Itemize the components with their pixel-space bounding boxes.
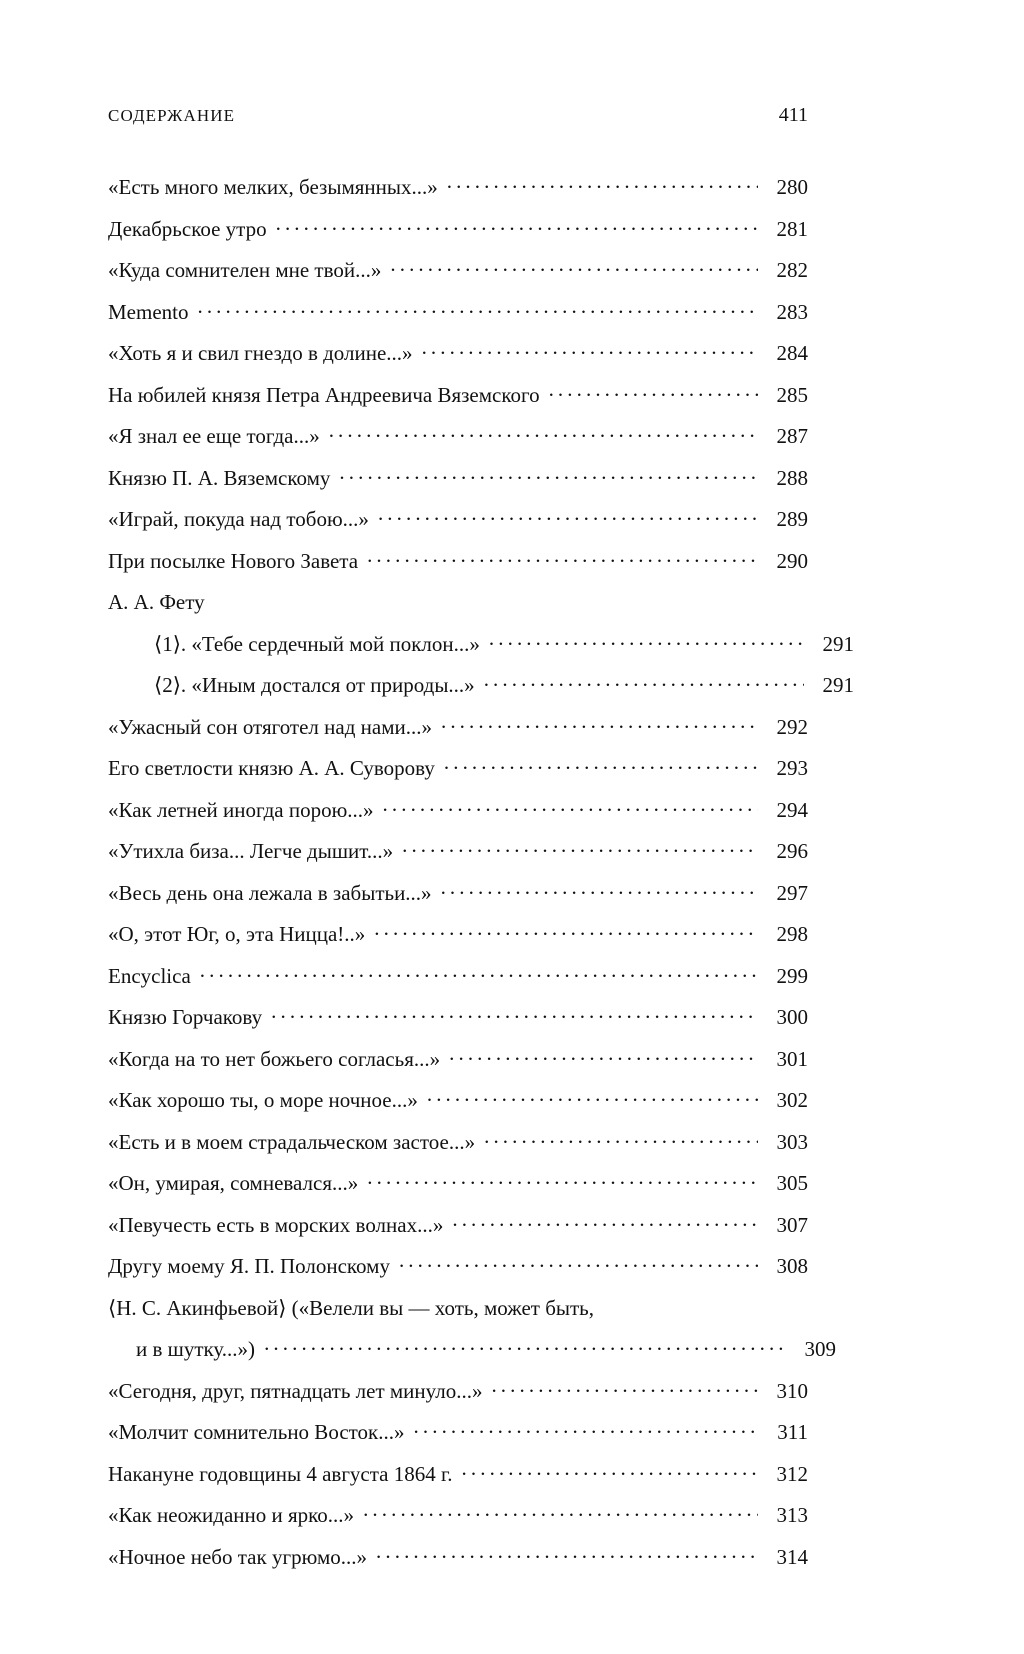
toc-leader-dots (376, 1543, 758, 1564)
toc-entry[interactable] (108, 215, 808, 240)
toc-leader-dots (271, 1003, 758, 1024)
toc-entry-label: и в шутку...») (136, 1337, 256, 1361)
toc-entry[interactable] (108, 464, 808, 489)
toc-entry[interactable] (108, 962, 808, 987)
toc-entry-label: Князю П. А. Вяземскому (108, 465, 331, 490)
toc-entry[interactable] (108, 713, 808, 738)
toc-leader-dots (422, 339, 758, 360)
toc-entry-page: 308 (776, 1254, 808, 1278)
toc-entry-page: 291 (822, 631, 854, 656)
toc-entry-label: «Певучесть есть в морских волнах...» (108, 1212, 444, 1237)
toc-entry[interactable] (108, 1169, 808, 1194)
toc-entry-label: «Играй, покуда над тобою...» (108, 507, 369, 531)
toc-entry-label: Encyclica (108, 963, 191, 988)
toc-entry[interactable] (108, 1501, 808, 1526)
toc-entry-page: 292 (776, 714, 808, 739)
toc-leader-dots (383, 796, 758, 817)
toc-entry[interactable] (108, 1045, 808, 1070)
toc-entry-label: Накануне годовщины 4 августа 1864 г. (108, 1461, 453, 1486)
toc-entry[interactable] (108, 505, 808, 530)
toc-leader-dots (402, 837, 758, 858)
toc-entry-page: 309 (804, 1337, 836, 1361)
toc-leader-dots (441, 713, 758, 734)
toc-entry-page: 302 (776, 1088, 808, 1112)
toc-entry-page: 303 (776, 1129, 808, 1154)
toc-entry-label: «Есть много мелких, безымянных...» (108, 175, 438, 199)
toc-entry[interactable] (108, 1377, 808, 1402)
toc-entry-label: «Как неожиданно и ярко...» (108, 1503, 355, 1527)
toc-leader-dots (276, 215, 758, 236)
toc-leader-dots (549, 381, 758, 402)
toc-entry[interactable] (108, 588, 808, 613)
toc-entry-page: 290 (776, 548, 808, 573)
toc-entry-page: 283 (776, 299, 808, 324)
toc-leader-dots (489, 630, 804, 651)
toc-entry[interactable] (108, 1252, 808, 1277)
toc-leader-dots (447, 173, 758, 194)
toc-leader-dots (484, 1128, 758, 1149)
toc-entry[interactable] (108, 1335, 836, 1360)
toc-entry[interactable] (108, 920, 808, 945)
toc-entry-page: 281 (776, 216, 808, 241)
toc-entry[interactable] (108, 754, 808, 779)
toc-entry-page: 294 (776, 797, 808, 822)
toc-entry-page: 291 (822, 673, 854, 697)
toc-entry-page: 284 (776, 341, 808, 365)
table-of-contents (108, 173, 854, 1569)
toc-entry[interactable] (108, 422, 808, 447)
toc-leader-dots (363, 1501, 758, 1522)
toc-entry-page: 314 (776, 1544, 808, 1569)
toc-entry-label: На юбилей князя Петра Андреевича Вяземского (108, 382, 540, 407)
toc-leader-dots (462, 1460, 758, 1481)
toc-entry[interactable] (108, 1003, 808, 1028)
toc-entry-page: 311 (777, 1420, 808, 1444)
toc-entry-page: 313 (776, 1503, 808, 1527)
toc-entry[interactable] (108, 339, 808, 364)
toc-leader-dots (452, 1211, 758, 1232)
toc-entry-label: Декабрьское утро (108, 216, 267, 241)
toc-leader-dots (427, 1086, 758, 1107)
toc-entry-label: Князю Горчакову (108, 1005, 263, 1029)
toc-entry[interactable] (108, 1460, 808, 1485)
toc-leader-dots (484, 671, 804, 692)
toc-entry[interactable] (108, 879, 808, 904)
toc-entry-page: 301 (776, 1046, 808, 1071)
toc-entry[interactable] (108, 381, 808, 406)
toc-entry-label: ⟨Н. С. Акинфьевой⟩ («Велели вы — хоть, может быть, (108, 1295, 595, 1320)
toc-entry-label: При посылке Нового Завета (108, 548, 359, 573)
toc-entry-label: «Как хорошо ты, о море ночное...» (108, 1088, 418, 1112)
page-number: 411 (778, 104, 808, 126)
toc-leader-dots (491, 1377, 758, 1398)
toc-entry-page: 299 (776, 963, 808, 988)
toc-leader-dots (449, 1045, 758, 1066)
toc-entry[interactable] (108, 173, 808, 198)
toc-entry[interactable] (108, 630, 854, 655)
toc-leader-dots (329, 422, 758, 443)
running-head-title: СОДЕРЖАНИЕ (108, 106, 236, 125)
toc-entry[interactable] (108, 1418, 808, 1443)
toc-leader-dots (444, 754, 758, 775)
toc-entry-label: «Я знал ее еще тогда...» (108, 424, 320, 448)
toc-entry-page: 287 (776, 424, 808, 448)
toc-entry-label: Memento (108, 299, 189, 324)
toc-entry-page: 305 (776, 1171, 808, 1195)
toc-entry-label: «Утихла биза... Легче дышит...» (108, 839, 394, 863)
page-content (108, 104, 854, 1584)
toc-entry-label: «Как летней иногда порою...» (108, 797, 374, 822)
toc-leader-dots (214, 588, 758, 609)
toc-entry[interactable] (108, 837, 808, 862)
toc-leader-dots (374, 920, 758, 941)
toc-entry-label: ⟨2⟩. «Иным достался от природы...» (154, 673, 475, 697)
toc-leader-dots (414, 1418, 758, 1439)
toc-leader-dots (399, 1252, 758, 1273)
toc-entry-label: «Ночное небо так угрюмо...» (108, 1544, 368, 1569)
toc-entry-page: 298 (776, 922, 808, 946)
toc-entry-page: 282 (776, 258, 808, 282)
toc-entry-page: 288 (776, 465, 808, 490)
toc-leader-dots (378, 505, 758, 526)
toc-leader-dots (603, 1294, 758, 1315)
toc-entry[interactable] (108, 1086, 808, 1111)
toc-entry-label: Другу моему Я. П. Полонскому (108, 1254, 390, 1278)
toc-entry-label: «Ужасный сон отяготел над нами...» (108, 714, 432, 739)
toc-entry-page: 297 (776, 880, 808, 905)
toc-leader-dots (367, 1169, 758, 1190)
toc-entry[interactable] (108, 298, 808, 323)
toc-entry[interactable] (108, 1543, 808, 1568)
toc-leader-dots (264, 1335, 786, 1356)
toc-entry-label: «Весь день она лежала в забытьи...» (108, 880, 432, 905)
toc-leader-dots (441, 879, 758, 900)
toc-entry-page: 293 (776, 756, 808, 780)
toc-entry[interactable] (108, 1294, 808, 1319)
toc-entry-page: 307 (776, 1212, 808, 1237)
toc-entry-page: 310 (776, 1378, 808, 1403)
toc-leader-dots (367, 547, 758, 568)
toc-entry-page: 285 (776, 382, 808, 407)
toc-leader-dots (200, 962, 758, 983)
toc-entry-label: «О, этот Юг, о, эта Ницца!..» (108, 922, 366, 946)
toc-entry[interactable] (108, 671, 854, 696)
toc-entry-label: «Когда на то нет божьего согласья...» (108, 1046, 441, 1071)
toc-entry-label: А. А. Фету (108, 590, 205, 614)
toc-entry-page: 280 (776, 175, 808, 199)
toc-entry-page: 296 (776, 839, 808, 863)
toc-leader-dots (390, 256, 758, 277)
toc-entry-label: «Он, умирая, сомневался...» (108, 1171, 359, 1195)
toc-entry[interactable] (108, 256, 808, 281)
toc-leader-dots (339, 464, 758, 485)
toc-entry-label: «Есть и в моем страдальческом застое...» (108, 1129, 476, 1154)
toc-entry[interactable] (108, 547, 808, 572)
toc-entry-page: 300 (776, 1005, 808, 1029)
running-head (108, 104, 808, 127)
toc-entry-label: «Куда сомнителен мне твой...» (108, 258, 382, 282)
toc-entry-label: «Хоть я и свил гнездо в долине...» (108, 341, 413, 365)
toc-entry-label: «Сегодня, друг, пятнадцать лет минуло...» (108, 1378, 483, 1403)
toc-entry[interactable] (108, 1211, 808, 1236)
toc-leader-dots (197, 298, 758, 319)
toc-entry-label: Его светлости князю А. А. Суворову (108, 756, 435, 780)
toc-entry-page: 289 (776, 507, 808, 531)
toc-entry-label: ⟨1⟩. «Тебе сердечный мой поклон...» (154, 631, 480, 656)
toc-entry[interactable] (108, 796, 808, 821)
toc-entry-page: 312 (776, 1461, 808, 1486)
toc-entry-label: «Молчит сомнительно Восток...» (108, 1420, 405, 1444)
toc-entry[interactable] (108, 1128, 808, 1153)
